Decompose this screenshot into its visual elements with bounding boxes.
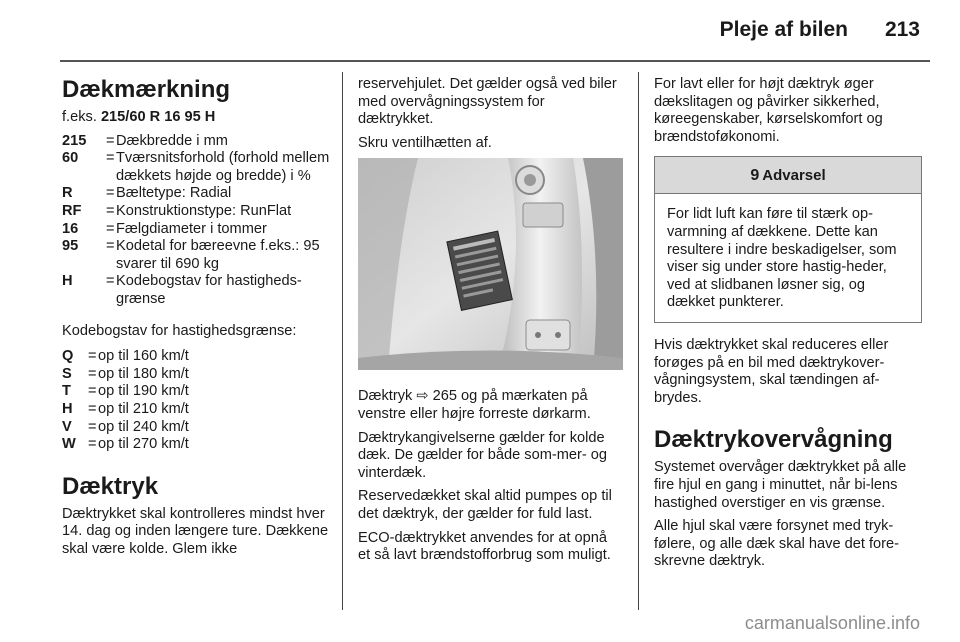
column-2 (358, 76, 623, 571)
heading-tire-pressure: Dæktryk (62, 472, 159, 500)
paragraph: Reservedækket skal altid pumpes op til det dæktryk, der gælder for fuld last. (358, 488, 612, 522)
speed-row (62, 436, 330, 454)
definition-sep: = (106, 132, 115, 149)
definition-sep: = (106, 220, 115, 237)
speed-key: V (62, 418, 72, 435)
page-header (0, 0, 960, 56)
warning-title: Advarsel (762, 166, 826, 184)
definition-row (62, 203, 330, 221)
speed-value: op til 160 km/t (98, 348, 189, 365)
column-divider-2 (638, 72, 639, 610)
definition-key: 16 (62, 220, 79, 237)
definition-row (62, 273, 330, 308)
speed-sep: = (88, 348, 97, 365)
definition-key: 95 (62, 238, 79, 255)
definition-value: Fælgdiameter i tommer (116, 220, 267, 237)
definition-row (62, 133, 330, 151)
definition-row (62, 185, 330, 203)
definition-row (62, 238, 330, 273)
definition-value: Dækbredde i mm (116, 132, 228, 149)
definition-sep: = (106, 185, 115, 202)
speed-value: op til 180 km/t (98, 365, 189, 382)
paragraph: ECO-dæktrykket anvendes for at opnå et så lavt brændstofforbrug som muligt. (358, 529, 611, 564)
definition-key: H (62, 273, 73, 290)
speed-sep: = (88, 383, 97, 400)
speed-row (62, 401, 330, 419)
section-title: Pleje af bilen (719, 18, 848, 41)
page-number: 213 (884, 18, 920, 41)
definition-value: Konstruktionstype: RunFlat (116, 202, 292, 219)
warning-box (654, 156, 922, 323)
watermark: carmanualsonline.info (744, 613, 920, 633)
paragraph: Dæktryk ⇨ 265 og på mærkaten på venstre eller højre forreste dørkarm. (358, 388, 591, 422)
speed-codes (62, 348, 330, 454)
definition-value: Tværsnitsforhold (forhold mellem dækkets højde og bredde) i % (116, 150, 330, 184)
speed-value: op til 270 km/t (98, 436, 189, 453)
heading-tire-monitoring: Dæktrykovervågning (654, 426, 893, 454)
definition-key: RF (62, 202, 82, 219)
speed-row (62, 383, 330, 401)
paragraph: Dæktrykangivelserne gælder for kolde dæk. De gælder for både som-mer- og vinterdæk. (358, 429, 608, 481)
speed-sep: = (88, 400, 97, 417)
definition-sep: = (106, 273, 115, 290)
definition-key: 215 (62, 132, 87, 149)
paragraph: For lavt eller for højt dæktryk øger dækslitagen og påvirker sikkerhed, køreegenskaber, kørselskomfort og brændstoføkonomi. (654, 76, 883, 145)
speed-sep: = (88, 436, 97, 453)
definition-sep: = (106, 238, 115, 255)
paragraph: Hvis dæktrykket skal reduceres eller forøges på en bil med dæktrykover-vågningsystem, skal tændingen af-brydes. (654, 336, 889, 406)
column-3 (654, 76, 922, 577)
door-pillar-photo (358, 158, 623, 370)
definition-sep: = (106, 202, 115, 219)
speed-sep: = (88, 365, 97, 382)
speed-row (62, 348, 330, 366)
speed-value: op til 210 km/t (98, 400, 189, 417)
speed-key: W (62, 436, 76, 453)
tire-pressure-paragraph: Dæktrykket skal kontrolleres mindst hver 14. dag og inden længere ture. Dækkene skal være kolde. Glem ikke (62, 505, 329, 557)
warning-text: For lidt luft kan føre til stærk op-varmning af dækkene. Dette kan resultere i indre beskadigelser, som viser sig under store hastig-heder, ved at slidbanen løsner sig, og dækket punkterer. (667, 206, 897, 311)
speed-intro: Kodebogstav for hastighedsgrænse: (62, 322, 297, 339)
column-1 (62, 74, 330, 564)
paragraph: Systemet overvåger dæktrykket på alle fire hjul en gang i minuttet, når bi-lens hastighed overstiger en vis grænse. (654, 459, 907, 511)
header-rule (60, 60, 930, 62)
warning-header (655, 157, 921, 194)
definition-sep: = (106, 150, 115, 167)
definition-row (62, 221, 330, 239)
definition-row (62, 150, 330, 185)
column-divider-1 (342, 72, 343, 610)
example-value: 215/60 R 16 95 H (100, 109, 216, 125)
speed-sep: = (88, 418, 97, 435)
speed-key: T (62, 383, 71, 400)
paragraph: Skru ventilhætten af. (358, 134, 492, 151)
speed-key: S (62, 365, 72, 382)
speed-value: op til 190 km/t (98, 383, 189, 400)
speed-key: H (62, 400, 73, 417)
speed-value: op til 240 km/t (98, 418, 189, 435)
example-line (62, 109, 330, 127)
definition-value: Bæltetype: Radial (116, 185, 232, 202)
paragraph: Alle hjul skal være forsynet med tryk-følere, og alle dæk skal have det fore-skrevne dæktryk. (654, 518, 899, 570)
heading-tire-marking: Dækmærkning (62, 76, 231, 103)
speed-key: Q (62, 348, 74, 365)
speed-row (62, 419, 330, 437)
example-prefix: f.eks. (62, 109, 97, 125)
definition-value: Kodetal for bæreevne f.eks.: 95 svarer til 690 kg (116, 238, 320, 272)
definition-value: Kodebogstav for hastigheds-grænse (116, 273, 302, 307)
warning-icon: 9 (750, 166, 760, 184)
definition-key: R (62, 185, 73, 202)
marking-definitions (62, 133, 330, 309)
paragraph: reservehjulet. Det gælder også ved biler med overvågningssystem for dæktrykket. (358, 76, 617, 128)
definition-key: 60 (62, 150, 79, 167)
speed-row (62, 366, 330, 384)
